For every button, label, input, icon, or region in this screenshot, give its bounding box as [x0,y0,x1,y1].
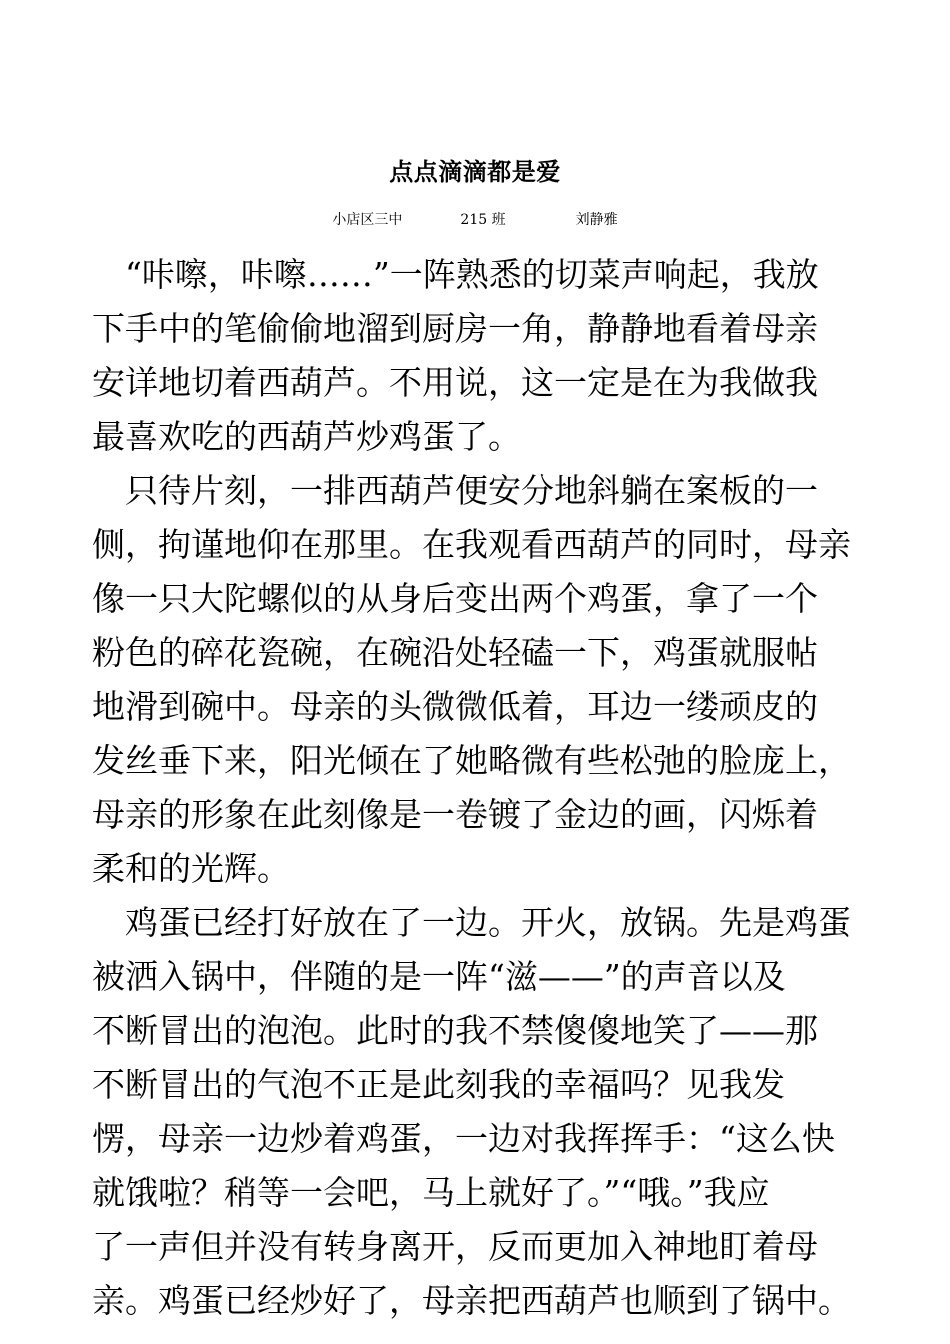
byline [0,208,950,232]
text-line: 像一只大陀螺似的从身后变出两个鸡蛋，拿了一个 [92,579,818,618]
text-line: 粉色的碎花瓷碗，在碗沿处轻磕一下，鸡蛋就服帖 [92,633,818,672]
byline-author: 刘静雅 [575,212,618,228]
text-line: 被洒入锅中，伴随的是一阵“滋——”的声音以及 [92,957,786,996]
text-line: 只待片刻，一排西葫芦便安分地斜躺在案板的一 [92,471,818,510]
byline-school: 小店区三中 [332,212,403,228]
byline-class: 215 班 [460,212,506,228]
text-line: 鸡蛋已经打好放在了一边。开火，放锅。先是鸡蛋 [92,903,851,942]
text-line: 安详地切着西葫芦。不用说，这一定是在为我做我 [92,363,818,402]
text-line: 侧，拘谨地仰在那里。在我观看西葫芦的同时，母亲 [92,525,851,564]
text-line: 亲。鸡蛋已经炒好了，母亲把西葫芦也顺到了锅中。 [92,1281,851,1320]
text-line: 最喜欢吃的西葫芦炒鸡蛋了。 [92,417,521,456]
text-line: 柔和的光辉。 [92,849,290,888]
text-line: 不断冒出的泡泡。此时的我不禁傻傻地笑了——那 [92,1011,818,1050]
text-line: 就饿啦？稍等一会吧，马上就好了。”“哦。”我应 [92,1173,770,1212]
text-line: 下手中的笔偷偷地溜到厨房一角，静静地看着母亲 [92,309,818,348]
text-line: 不断冒出的气泡不正是此刻我的幸福吗？见我发 [92,1065,785,1104]
text-line: 愣，母亲一边炒着鸡蛋，一边对我挥挥手：“这么快 [92,1119,835,1158]
essay-title: 点点滴滴都是爱 [389,158,561,186]
text-line: 发丝垂下来，阳光倾在了她略微有些松弛的脸庞上， [92,741,851,780]
text-line: “咔嚓，咔嚓……”一阵熟悉的切菜声响起，我放 [92,255,819,294]
essay-body [92,248,892,1328]
text-line: 了一声但并没有转身离开，反而更加入神地盯着母 [92,1227,818,1266]
text-line: 地滑到碗中。母亲的头微微低着，耳边一缕顽皮的 [92,687,818,726]
text-line: 母亲的形象在此刻像是一卷镀了金边的画，闪烁着 [92,795,818,834]
